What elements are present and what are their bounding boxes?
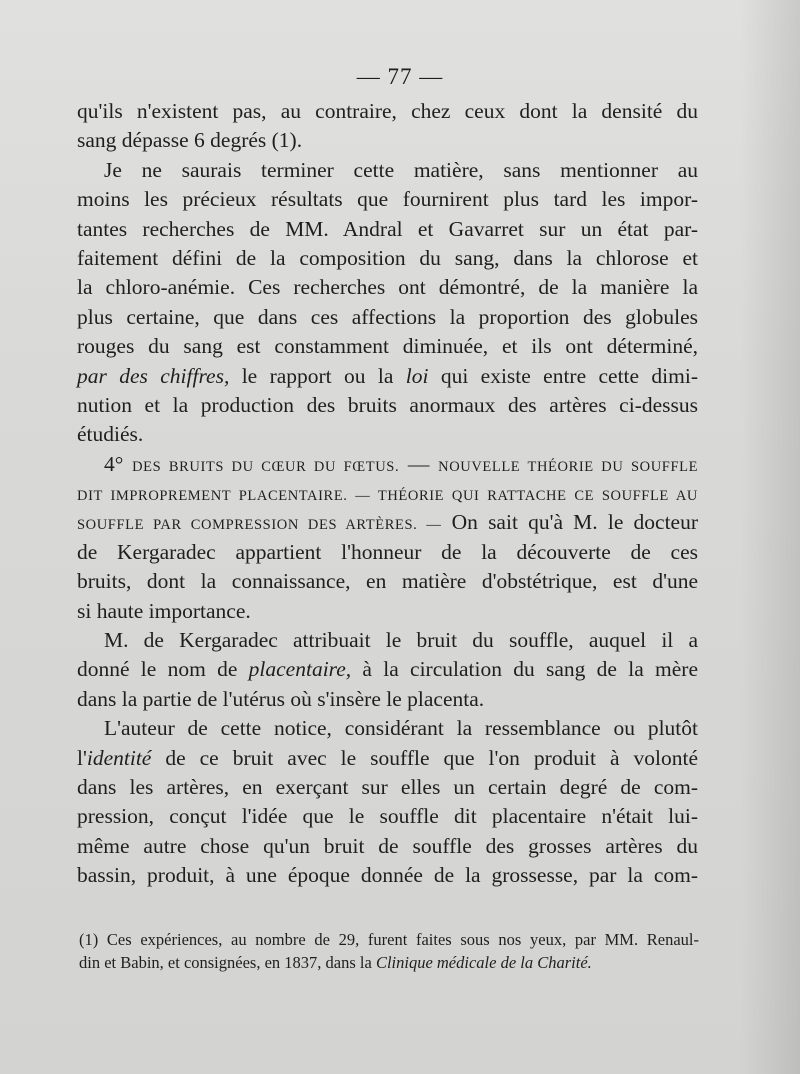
text-line: Je ne saurais terminer cette matière, sans mentionner au — [104, 157, 698, 182]
text-run: On sait qu'à M. le docteur — [441, 510, 698, 535]
section-heading-line — [77, 479, 698, 508]
text-line: même autre chose qu'un bruit de souffle des grosses artères du — [77, 833, 698, 858]
text-line: tantes recherches de MM. Andral et Gavarret sur un état par- — [77, 216, 698, 241]
text-line: dans la partie de l'utérus où s'insère le placenta. — [77, 686, 485, 711]
text-line: qu'ils n'existent pas, au contraire, chez ceux dont la densité du — [77, 99, 698, 123]
section-heading — [77, 450, 698, 479]
text-run: l' — [77, 745, 87, 770]
heading-dash: — — [407, 451, 430, 476]
text-line: de Kergaradec appartient l'honneur de la découverte de ces — [77, 539, 698, 564]
page-number: — 77 — — [356, 64, 444, 89]
text-run: donné le nom de — [77, 657, 249, 682]
text-line: L'auteur de cette notice, considérant la ressemblance ou plutôt — [104, 716, 698, 741]
text-run: de ce bruit avec le souffle que l'on produit à volonté — [151, 745, 698, 770]
text-line: pression, conçut l'idée que le souffle dit placentaire n'était lui- — [77, 804, 698, 829]
text-line: plus certaine, que dans ces affections la proportion des globules — [77, 304, 698, 329]
text-line: étudiés. — [77, 422, 144, 447]
text-line: bassin, produit, à une époque donnée de la grossesse, par la com- — [77, 863, 698, 888]
italic-text: Clinique médicale de la Charité. — [375, 953, 592, 972]
footnote — [79, 928, 699, 974]
heading-part: NOUVELLE THÉORIE DU SOUFFLE — [438, 458, 699, 475]
text-line: faitement défini de la composition du sang, dans la chlorose et — [77, 245, 698, 270]
text-line: moins les précieux résultats que fournirent plus tard les impor- — [77, 187, 698, 212]
text-line: sang dépasse 6 degrés (1). — [77, 128, 303, 153]
text-line: nution et la production des bruits anormaux des artères ci-dessus — [77, 392, 698, 417]
section-heading-line — [77, 508, 698, 537]
text-line: la chloro-anémie. Ces recherches ont démontré, de la manière la — [77, 275, 698, 300]
text-line — [77, 655, 698, 684]
text-run: qui existe entre cette dimi- — [428, 363, 699, 388]
body-text — [77, 97, 698, 891]
text-run: le rapport ou la — [229, 363, 406, 388]
footnote-line: (1) Ces expériences, au nombre de 29, furent faites sous nos yeux, par MM. Renaul- — [79, 930, 699, 949]
text-line: M. de Kergaradec attribuait le bruit du souffle, auquel il a — [104, 628, 698, 653]
text-line — [77, 744, 698, 773]
text-line: rouges du sang est constamment diminuée, et ils ont déterminé, — [77, 334, 698, 359]
text-run: din et Babin, et consignées, en 1837, dans la — [79, 953, 376, 972]
italic-text: placentaire, — [248, 657, 352, 682]
text-run: à la circulation du sang de la mère — [351, 657, 698, 682]
italic-text: loi — [405, 363, 429, 388]
text-line: dans les artères, en exerçant sur elles un certain degré de com- — [77, 774, 698, 799]
footnote-line — [79, 951, 699, 974]
text-line: si haute importance. — [77, 598, 251, 623]
heading-part: DIT IMPROPREMENT PLACENTAIRE. — THÉORIE QUI RATTACHE CE SOUFFLE AU — [77, 488, 698, 505]
text-line — [77, 362, 698, 391]
italic-text: identité — [86, 745, 152, 770]
text-line: bruits, dont la connaissance, en matière d'obstétrique, est d'une — [77, 569, 698, 594]
italic-text: par des chiffres, — [77, 363, 230, 388]
heading-part: DES BRUITS DU CŒUR DU FŒTUS. — [132, 458, 400, 475]
section-number: 4° — [104, 451, 124, 476]
heading-part: SOUFFLE PAR COMPRESSION DES ARTÈRES. — — [77, 517, 442, 534]
